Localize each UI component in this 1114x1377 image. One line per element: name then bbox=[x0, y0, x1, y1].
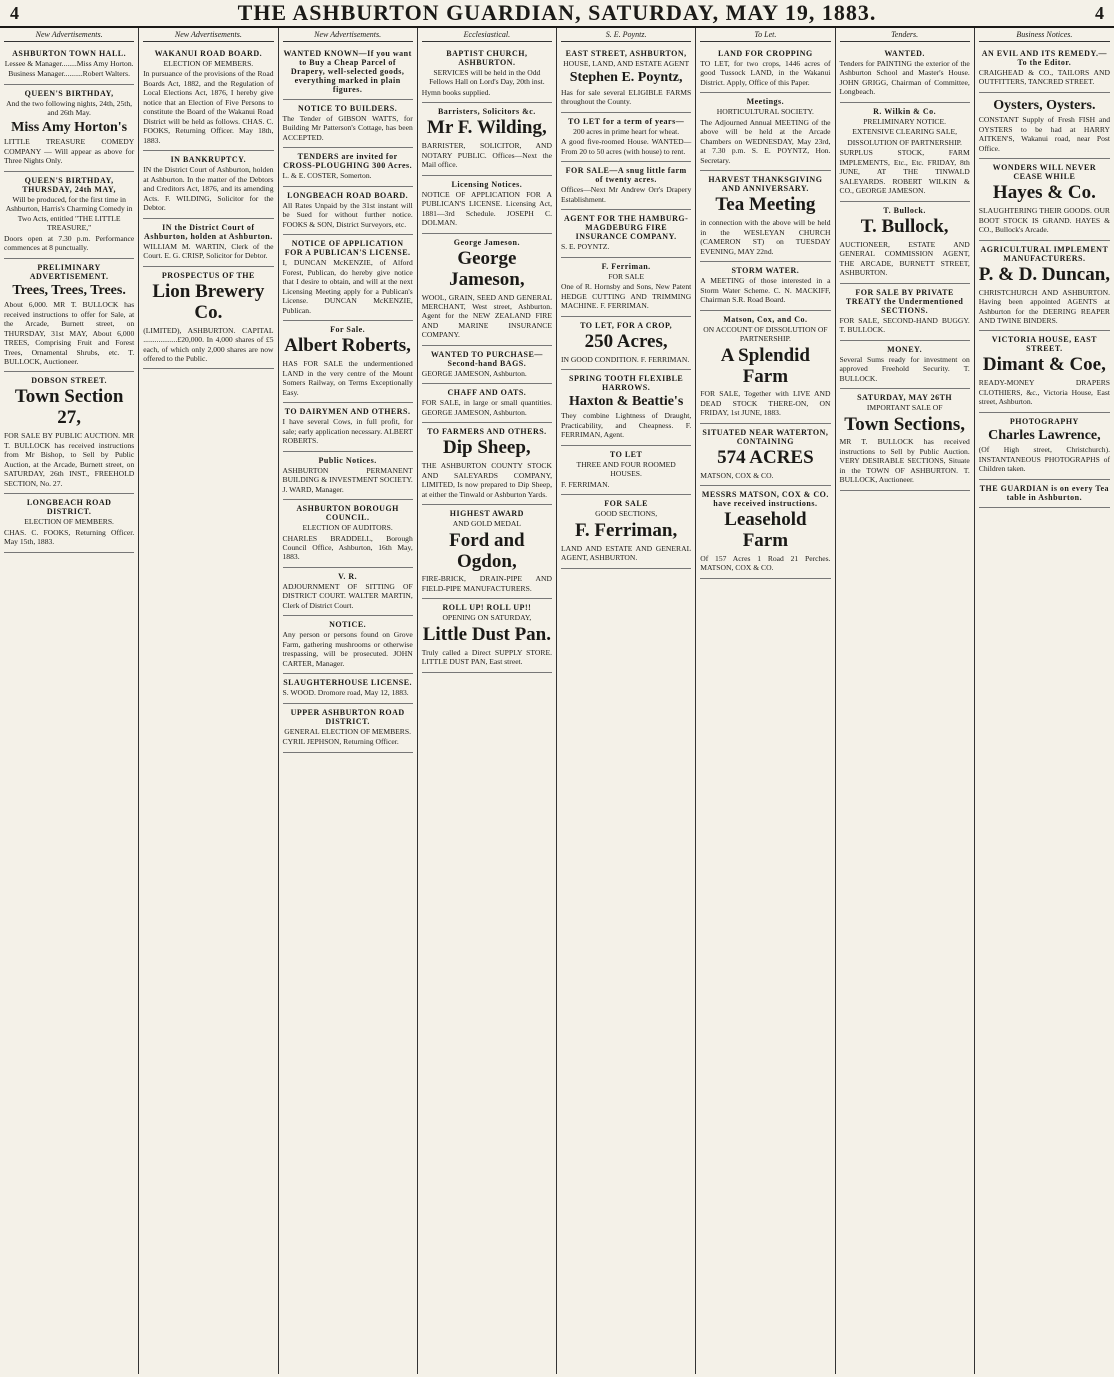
ad-heading: NOTICE OF APPLICATION FOR A PUBLICAN'S LICENSE. bbox=[284, 239, 411, 258]
ad-line: FOR SALE bbox=[608, 271, 644, 281]
ad-display-title: Town Sections, bbox=[844, 413, 965, 435]
advertisement bbox=[283, 568, 413, 616]
ad-body-text: All Rates Unpaid by the 31st instant will be Sued for without further notice. FOOKS & SON, District Surveyors, etc. bbox=[282, 200, 413, 229]
advertisement bbox=[4, 85, 134, 172]
advertisement bbox=[979, 93, 1110, 159]
ad-body-text: FOR SALE, Together with LIVE AND DEAD STOCK THERE-ON, ON FRIDAY, 1st JUNE, 1883. bbox=[700, 389, 831, 418]
ad-heading: WONDERS WILL NEVER CEASE WHILE bbox=[992, 163, 1097, 182]
ad-line: And the two following nights, 24th, 25th, and 26th May. bbox=[6, 98, 133, 118]
advertisement bbox=[700, 311, 830, 424]
advertisement bbox=[283, 403, 413, 451]
ad-heading: HARVEST THANKSGIVING AND ANNIVERSARY. bbox=[708, 175, 823, 194]
ad-heading: TO FARMERS AND OTHERS. bbox=[427, 427, 547, 437]
column-heading: New Advertisements. bbox=[143, 30, 273, 42]
advertisement bbox=[561, 370, 691, 446]
ad-heading: CHAFF AND OATS. bbox=[447, 388, 527, 398]
ad-body-text: In pursuance of the provisions of the Road Boards Act, 1882, and the Regulation of Local Elections Act, 1876, I hereby give notice that an Election of Five Persons to constitute the Board of the Wakanui Road District will be held as follows. CHAS. C. FOOKS, Returning Officer. May 18th, 1883. bbox=[143, 69, 274, 145]
ad-heading: LONGBEACH ROAD BOARD. bbox=[287, 190, 409, 200]
advertisement bbox=[561, 113, 691, 162]
advertisement bbox=[840, 341, 970, 389]
ad-body-text: in connection with the above will be held in the WESLEYAN CHURCH (CAMERON ST) on TUESDAY EVENING, MAY 22nd. bbox=[700, 218, 831, 256]
ad-heading: R. Wilkin & Co. bbox=[873, 106, 937, 116]
ad-line: AND GOLD MEDAL bbox=[452, 519, 522, 529]
column-7 bbox=[836, 28, 975, 1374]
advertisement bbox=[422, 234, 552, 346]
advertisement bbox=[561, 162, 691, 210]
ad-heading: QUEEN'S BIRTHDAY, THURSDAY, 24th MAY, bbox=[22, 175, 116, 194]
ad-display-title: Hayes & Co. bbox=[992, 182, 1096, 204]
ad-line: Will be produced, for the first time in Ashburton, Harris's Charming Comedy in Two Acts, entitled "THE LITTLE TREASURE," bbox=[5, 194, 133, 233]
column-heading: New Advertisements. bbox=[4, 30, 134, 42]
advertisement bbox=[979, 480, 1110, 508]
ad-line: ELECTION OF MEMBERS. bbox=[163, 59, 254, 68]
advertisement bbox=[422, 505, 552, 599]
advertisement bbox=[4, 45, 134, 85]
advertisement bbox=[561, 210, 691, 257]
advertisement bbox=[840, 202, 970, 284]
advertisement bbox=[422, 176, 552, 234]
ad-display-title: Little Dust Pan. bbox=[422, 623, 551, 645]
ad-body-text: AUCTIONEER, ESTATE AND GENERAL COMMISSION AGENT, THE ARCADE, BURNETT STREET, ASHBURTON. bbox=[839, 239, 970, 278]
advertisement bbox=[840, 389, 970, 491]
ad-heading: SATURDAY, MAY 26TH bbox=[857, 393, 953, 403]
ad-body-text: CHRISTCHURCH AND ASHBURTON. Having been appointed AGENTS at Ashburton for the DEERING REAPER AND TWINE BINDERS. bbox=[978, 287, 1110, 325]
ad-body-text: (Of High street, Christchurch). INSTANTANEOUS PHOTOGRAPHS of Children taken. bbox=[978, 445, 1110, 474]
ad-line: ON ACCOUNT OF DISSOLUTION OF PARTNERSHIP. bbox=[703, 324, 828, 344]
advertisement bbox=[840, 284, 970, 341]
ad-body-text: Tenders for PAINTING the exterior of the Ashburton School and Master's House. JOHN GRIGG, Chairman of Committee, Longbeach. bbox=[839, 59, 970, 97]
ad-body-text: SURPLUS STOCK, FARM IMPLEMENTS, Etc., Etc. FRIDAY, 8th JUNE, AT THE TINWALD SALEYARDS. ROBERT WILKIN & CO., GEORGE JAMESON. bbox=[839, 148, 970, 196]
advertisement bbox=[561, 317, 691, 370]
advertisement bbox=[283, 674, 413, 703]
ad-heading: NOTICE. bbox=[329, 620, 367, 630]
ad-heading: FOR SALE—A snug little farm of twenty acres. bbox=[565, 166, 687, 185]
ad-body-text: Doors open at 7.30 p.m. Performance commences at 8 punctually. bbox=[4, 233, 135, 253]
ad-heading: SITUATED NEAR WATERTON, CONTAINING bbox=[702, 427, 829, 446]
ad-body-text: SLAUGHTERING THEIR GOODS. OUR BOOT STOCK IS GRAND. HAYES & CO., Bullock's Arcade. bbox=[978, 206, 1110, 235]
page-number-right: 4 bbox=[1094, 2, 1104, 23]
ad-heading: IN BANKRUPTCY. bbox=[170, 155, 247, 165]
advertisement bbox=[979, 331, 1110, 412]
ad-display-title: Tea Meeting bbox=[715, 194, 816, 216]
advertisement bbox=[700, 171, 830, 262]
ad-heading: F. Ferriman. bbox=[601, 261, 651, 271]
advertisement bbox=[422, 45, 552, 103]
ad-body-text: LITTLE TREASURE COMEDY COMPANY — Will appear as above for Three Nights Only. bbox=[4, 137, 135, 166]
ad-body-text: FOR SALE, in large or small quantities. GEORGE JAMESON, Ashburton. bbox=[421, 398, 552, 417]
ad-body-text: Of 157 Acres 1 Road 21 Perches. MATSON, COX & CO. bbox=[700, 554, 831, 573]
ad-body-text: I have several Cows, in full profit, for sale; early application necessary. ALBERT ROBERTS. bbox=[282, 417, 413, 446]
ad-body-text: READY-MONEY DRAPERS CLOTHIERS, &c., Victoria House, East street, Ashburton. bbox=[978, 378, 1110, 407]
ad-body-text: (LIMITED), ASHBURTON. CAPITAL ..................£20,000. In 4,000 shares of £5 each, of which only 2,000 shares are now offered to the Public. bbox=[143, 325, 274, 363]
ad-heading: PROSPECTUS OF THE bbox=[161, 270, 255, 280]
advertisement bbox=[422, 423, 552, 505]
ad-line: OPENING ON SATURDAY, bbox=[442, 613, 532, 623]
advertisement bbox=[979, 45, 1110, 93]
advertisement bbox=[283, 235, 413, 321]
ad-heading: WANTED TO PURCHASE— Second-hand BAGS. bbox=[430, 349, 543, 368]
ad-display-title: Mr F. Wilding, bbox=[427, 117, 547, 139]
advertisement bbox=[283, 45, 413, 100]
advertisement bbox=[283, 452, 413, 500]
ad-body-text: Hymn books supplied. bbox=[421, 87, 491, 97]
ad-heading: V. R. bbox=[338, 571, 358, 581]
ad-body-text: S. E. POYNTZ. bbox=[561, 242, 610, 252]
ad-heading: SPRING TOOTH FLEXIBLE HARROWS. bbox=[569, 374, 684, 393]
ad-body-text: BARRISTER, SOLICITOR, AND NOTARY PUBLIC. Offices—Next the Mail office. bbox=[421, 141, 552, 170]
ad-heading: QUEEN'S BIRTHDAY, bbox=[24, 88, 114, 98]
advertisement bbox=[561, 495, 691, 568]
advertisement bbox=[979, 241, 1110, 332]
ad-body-text: THE ASHBURTON COUNTY STOCK AND SALEYARDS COMPANY, LIMITED, Is now prepared to Dip Sheep, at either the Tinwald or Ashburton Yards. bbox=[421, 461, 552, 499]
ad-heading: WANTED KNOWN—If you want to Buy a Cheap Parcel of Drapery, well-selected goods, everything marked in plain figures. bbox=[283, 49, 412, 94]
ad-body-text: NOTICE OF APPLICATION FOR A PUBLICAN'S LICENSE. Licensing Act, 1881—3rd Schedule. JOSEPH C. DOLMAN. bbox=[421, 189, 552, 228]
ad-body-text: CHAS. C. FOOKS, Returning Officer. May 15th, 1883. bbox=[4, 527, 135, 547]
ad-body-text: They combine Lightness of Draught, Practicability, and Cheapness. F. FERRIMAN, Agent. bbox=[561, 411, 692, 440]
ad-display-title: Dip Sheep, bbox=[443, 437, 531, 459]
ad-heading: LONGBEACH ROAD DISTRICT. bbox=[26, 498, 112, 517]
advertisement bbox=[4, 372, 134, 494]
advertisement bbox=[979, 159, 1110, 240]
ad-heading: TENDERS are invited for CROSS-PLOUGHING 300 Acres. bbox=[283, 152, 413, 171]
ad-heading: VICTORIA HOUSE, EAST STREET. bbox=[991, 335, 1097, 354]
ad-heading: MESSRS MATSON, COX & CO. have received instructions. bbox=[701, 490, 829, 509]
advertisement bbox=[422, 103, 552, 175]
ad-line: Lessee & Manager........Miss Amy Horton. bbox=[4, 59, 134, 68]
ad-body-text: I, DUNCAN McKENZIE, of Alford Forest, Publican, do hereby give notice that I desire to obtain, and will at the next Licensing Meeting apply for a Publican's License. DUNCAN McKENZIE, Publican. bbox=[282, 258, 413, 315]
ad-heading: HIGHEST AWARD bbox=[449, 509, 524, 519]
ad-line: EXTENSIVE CLEARING SALE, bbox=[852, 127, 958, 137]
ad-body-text: CRAIGHEAD & CO., TAILORS AND OUTFITTERS, TANCRED STREET. bbox=[978, 68, 1110, 87]
advertisement bbox=[283, 616, 413, 674]
ad-heading: PRELIMINARY ADVERTISEMENT. bbox=[29, 262, 109, 281]
advertisement bbox=[143, 151, 273, 218]
advertisement bbox=[283, 500, 413, 568]
advertisement bbox=[700, 486, 830, 579]
advertisement bbox=[4, 172, 134, 259]
advertisement bbox=[283, 148, 413, 186]
ad-body-text: FIRE-BRICK, DRAIN-PIPE AND FIELD-PIPE MANUFACTURERS. bbox=[421, 574, 552, 593]
advertisement bbox=[840, 45, 970, 103]
masthead bbox=[0, 0, 1114, 28]
ad-body-text: The Adjourned Annual MEETING of the above will be held at the Arcade Chambers on WEDNESDAY, May 23rd, at 7.30 p.m. S. E. POYNTZ, Hon. Secretary. bbox=[700, 117, 831, 165]
ad-body-text: IN the District Court of Ashburton, holden at Ashburton. In the matter of the Debtors and Creditors Act, 1876, and its amending Acts. F. WILDING, Solicitor for the Debtor. bbox=[143, 165, 274, 213]
advertisement bbox=[4, 494, 134, 552]
ad-body-text: F. FERRIMAN. bbox=[561, 479, 610, 489]
advertisement bbox=[561, 258, 691, 317]
advertisement bbox=[422, 346, 552, 384]
ad-body-text: One of R. Hornsby and Sons, New Patent HEDGE CUTTING AND TRIMMING MACHINE. F. FERRIMAN. bbox=[561, 282, 692, 311]
ad-heading: ASHBURTON BOROUGH COUNCIL. bbox=[296, 504, 399, 523]
ad-body-text: S. WOOD. Dromore road, May 12, 1883. bbox=[282, 688, 409, 698]
column-2 bbox=[139, 28, 278, 1374]
ad-body-text: MATSON, COX & CO. bbox=[700, 470, 774, 480]
ad-line: ELECTION OF MEMBERS. bbox=[24, 517, 114, 527]
ad-heading: AN EVIL AND ITS REMEDY.—To the Editor. bbox=[981, 49, 1108, 67]
ad-body-text: FOR SALE, SECOND-HAND BUGGY. T. BULLOCK. bbox=[839, 315, 970, 335]
ad-heading: T. Bullock. bbox=[883, 205, 926, 215]
ad-line: PRELIMINARY NOTICE. bbox=[863, 116, 947, 126]
ad-body-text: About 6,000. MR T. BULLOCK has received instructions to offer for Sale, at the Arcade, Burnett street, on THURSDAY, 31st MAY, About 6,000 TREES, Comprising Fruit and Forest Trees, Ornamental Shrubs, etc. T. BULLOCK, Auctioneer. bbox=[4, 300, 135, 366]
ad-heading: For Sale. bbox=[330, 325, 366, 335]
advertisement bbox=[422, 599, 552, 672]
ad-display-title: Miss Amy Horton's bbox=[11, 119, 128, 135]
advertisement bbox=[561, 446, 691, 495]
advertisement bbox=[422, 384, 552, 423]
ad-heading: Matson, Cox, and Co. bbox=[723, 314, 808, 324]
advertisement bbox=[283, 100, 413, 148]
ad-body-text: CYRIL JEPHSON, Returning Officer. bbox=[282, 737, 399, 747]
ad-body-text: Truly called a Direct SUPPLY STORE. LITTLE DUST PAN, East street. bbox=[421, 647, 552, 667]
advertisement bbox=[143, 219, 273, 267]
ad-body-text: HAS FOR SALE the undermentioned LAND in the very centre of the Mount Somers Railway, on Terms Exceptionally Easy. bbox=[282, 359, 413, 397]
ad-heading: FOR SALE BY PRIVATE TREATY the Undermentioned SECTIONS. bbox=[845, 287, 964, 315]
ad-display-title: F. Ferriman, bbox=[575, 519, 678, 541]
ad-heading: ROLL UP! ROLL UP!! bbox=[442, 603, 532, 613]
ad-display-title: Albert Roberts, bbox=[284, 335, 411, 357]
ad-body-text: WOOL, GRAIN, SEED AND GENERAL MERCHANT, West street, Ashburton. Agent for the NEW ZEALAND FIRE AND MARINE INSURANCE COMPANY. bbox=[421, 292, 552, 340]
ad-display-title: P. & D. Duncan, bbox=[978, 263, 1111, 285]
ad-display-title: A Splendid Farm bbox=[720, 344, 810, 387]
advertisement bbox=[143, 45, 273, 151]
ad-heading: AGRICULTURAL IMPLEMENT MANUFACTURERS. bbox=[980, 244, 1109, 263]
ad-heading: FOR SALE bbox=[604, 499, 649, 509]
column-8 bbox=[975, 28, 1114, 1374]
ad-body-text: MR T. BULLOCK has received instructions to Sell by Public Auction. VERY DESIRABLE SECTIONS, Situate in the TOWN OF ASHBURTON. T. BULLOCK, Auctioneer. bbox=[839, 437, 970, 485]
ad-display-title: 574 ACRES bbox=[717, 446, 814, 468]
column-heading: Ecclesiastical. bbox=[422, 30, 552, 42]
ad-heading: Barristers, Solicitors &c. bbox=[437, 107, 536, 117]
ad-heading: LAND FOR CROPPING bbox=[718, 49, 813, 58]
advertisement bbox=[561, 45, 691, 113]
newspaper-title: THE ASHBURTON GUARDIAN, SATURDAY, MAY 19, 1883. bbox=[237, 0, 877, 25]
ad-body-text: ASHBURTON PERMANENT BUILDING & INVESTMENT SOCIETY. J. WARD, Manager. bbox=[282, 465, 413, 494]
ad-body-text: Several Sums ready for investment on approved Freehold Security. T. BULLOCK. bbox=[839, 354, 970, 383]
ad-line: Business Manager..........Robert Walters. bbox=[8, 69, 131, 79]
page-number-left: 4 bbox=[10, 2, 19, 23]
advertisement bbox=[283, 704, 413, 753]
advertisement bbox=[979, 413, 1110, 480]
ad-line: ELECTION OF AUDITORS. bbox=[302, 523, 393, 533]
column-heading: New Advertisements. bbox=[283, 30, 413, 42]
ad-display-title: Dimant & Coe, bbox=[982, 354, 1106, 376]
ad-heading: TO LET bbox=[609, 449, 643, 459]
column-heading: S. E. Poyntz. bbox=[561, 30, 691, 42]
ad-body-text: CHARLES BRADDELL, Borough Council Office, Ashburton, 16th May, 1883. bbox=[282, 533, 413, 562]
column-5 bbox=[557, 28, 696, 1374]
column-4 bbox=[418, 28, 557, 1374]
column-1 bbox=[0, 28, 139, 1374]
ad-heading: PHOTOGRAPHY bbox=[1009, 416, 1079, 426]
advertisement bbox=[700, 45, 830, 93]
ad-display-title: T. Bullock, bbox=[860, 215, 949, 237]
column-6 bbox=[696, 28, 835, 1374]
ad-display-title: Town Section 27, bbox=[14, 386, 124, 429]
advertisement bbox=[283, 187, 413, 235]
ad-line: HOUSE, LAND, AND ESTATE AGENT bbox=[563, 59, 690, 68]
column-heading: Tenders. bbox=[840, 30, 970, 42]
ad-heading: STORM WATER. bbox=[731, 266, 800, 276]
ad-heading: TO LET for a term of years— bbox=[568, 116, 685, 126]
ad-heading: NOTICE TO BUILDERS. bbox=[298, 104, 398, 113]
ad-display-title: Trees, Trees, Trees. bbox=[12, 282, 126, 298]
advertisement bbox=[840, 103, 970, 202]
ad-body-text: LAND AND ESTATE AND GENERAL AGENT, ASHBURTON. bbox=[561, 543, 692, 563]
ad-body-text: Has for sale several ELIGIBLE FARMS throughout the County. bbox=[561, 87, 692, 107]
ad-body-text: ADJOURNMENT OF SITTING OF DISTRICT COURT. WALTER MARTIN, Clerk of District Court. bbox=[282, 581, 413, 610]
ad-body-text: CONSTANT Supply of Fresh FISH and OYSTERS to be had at HARRY AITKEN'S, Wakanui road, near Post Office. bbox=[978, 115, 1110, 153]
ad-heading: IN the District Court of Ashburton, holden at Ashburton. bbox=[144, 222, 273, 241]
advertisement bbox=[700, 262, 830, 310]
ad-display-title: Leasehold Farm bbox=[724, 509, 807, 552]
ad-line: THREE AND FOUR ROOMED HOUSES. bbox=[576, 459, 676, 479]
ad-line: SERVICES will be held in the Odd Fellows Hall on Lord's Day, 20th inst. bbox=[429, 68, 545, 87]
ad-heading: EAST STREET, ASHBURTON, bbox=[565, 49, 687, 58]
ad-line: IMPORTANT SALE OF bbox=[866, 403, 943, 413]
ad-body-text: L. & E. COSTER, Somerton. bbox=[282, 171, 372, 181]
ad-line: GOOD SECTIONS, bbox=[595, 509, 658, 519]
ad-display-title: Charles Lawrence, bbox=[988, 427, 1101, 443]
ad-display-title: Lion Brewery Co. bbox=[152, 280, 265, 323]
ad-display-title: Stephen E. Poyntz, bbox=[569, 70, 683, 86]
ad-heading: Public Notices. bbox=[318, 455, 377, 465]
ad-body-text: Any person or persons found on Grove Farm, gathering mushrooms or otherwise trespassing, will be prosecuted. JOHN CARTER, Manager. bbox=[282, 630, 413, 668]
ad-heading: BAPTIST CHURCH, ASHBURTON. bbox=[446, 49, 528, 67]
ad-heading: DOBSON STREET. bbox=[31, 376, 107, 386]
ad-body-text: WILLIAM M. WARTIN, Clerk of the Court. E. G. CRISP, Solicitor for Debtor. bbox=[143, 241, 274, 261]
ad-display-title: Oysters, Oysters. bbox=[993, 97, 1096, 113]
ad-body-text: FOR SALE BY PUBLIC AUCTION. MR T. BULLOCK has received instructions from Mr Bishop, to Sell by Public Auction, at the Arcade, Burnett street, on SATURDAY, 26th INST., FREEHOLD SECTION, No. 27. bbox=[4, 431, 135, 488]
ad-line: GENERAL ELECTION OF MEMBERS. bbox=[284, 726, 411, 736]
ad-display-title: Haxton & Beattie's bbox=[568, 394, 684, 410]
advertisement bbox=[4, 259, 134, 373]
ad-display-title: George Jameson, bbox=[449, 247, 525, 290]
ad-line: DISSOLUTION OF PARTNERSHIP. bbox=[847, 137, 962, 147]
ad-body-text: The Tender of GIBSON WATTS, for Building Mr Patterson's Cottage, has been ACCEPTED. bbox=[282, 114, 413, 142]
ad-heading: WANTED. bbox=[884, 49, 925, 58]
ad-display-title: 250 Acres, bbox=[584, 330, 668, 352]
advertisement bbox=[143, 267, 273, 370]
ad-body-text: TO LET, for two crops, 1446 acres of good Tussock LAND, in the Wakanui District. Apply, Office of this Paper. bbox=[700, 59, 831, 87]
ad-body-text: Offices—Next Mr Andrew Orr's Drapery Establishment. bbox=[561, 185, 692, 204]
ad-heading: TO DAIRYMEN AND OTHERS. bbox=[284, 407, 411, 417]
ad-display-title: Ford and Ogdon, bbox=[449, 529, 525, 572]
ad-heading: TO LET, FOR A CROP, bbox=[580, 320, 673, 330]
advertisement bbox=[700, 424, 830, 486]
ad-body-text: A good five-roomed House. WANTED—From 20 to 50 acres (with house) to rent. bbox=[561, 137, 692, 156]
ad-heading: ASHBURTON TOWN HALL. bbox=[12, 49, 127, 58]
ad-heading: THE GUARDIAN is on every Tea table in Ashburton. bbox=[979, 483, 1110, 502]
ad-heading: WAKANUI ROAD BOARD. bbox=[154, 49, 263, 58]
ad-body-text: GEORGE JAMESON, Ashburton. bbox=[421, 368, 527, 378]
ad-heading: Licensing Notices. bbox=[451, 179, 523, 189]
column-heading: Business Notices. bbox=[979, 30, 1110, 42]
ad-heading: SLAUGHTERHOUSE LICENSE. bbox=[283, 678, 413, 688]
ad-body-text: A MEETING of those interested in a Storm Water Scheme. C. N. MACKIFF, Chairman S.R. Road Board. bbox=[700, 276, 831, 305]
ad-line: HORTICULTURAL SOCIETY. bbox=[716, 107, 814, 117]
columns bbox=[0, 28, 1114, 1374]
column-3 bbox=[279, 28, 418, 1374]
ad-heading: UPPER ASHBURTON ROAD DISTRICT. bbox=[290, 707, 405, 726]
ad-heading: MONEY. bbox=[887, 344, 923, 354]
ad-heading: George Jameson. bbox=[453, 237, 520, 247]
ad-heading: AGENT FOR THE HAMBURG-MAGDEBURG FIRE INSURANCE COMPANY. bbox=[563, 214, 689, 242]
ad-heading: Meetings. bbox=[746, 97, 785, 107]
column-heading: To Let. bbox=[700, 30, 830, 42]
advertisement bbox=[700, 93, 830, 171]
ad-body-text: IN GOOD CONDITION. F. FERRIMAN. bbox=[561, 354, 690, 364]
ad-line: 200 acres in prime heart for wheat. bbox=[573, 126, 680, 136]
advertisement bbox=[283, 321, 413, 403]
